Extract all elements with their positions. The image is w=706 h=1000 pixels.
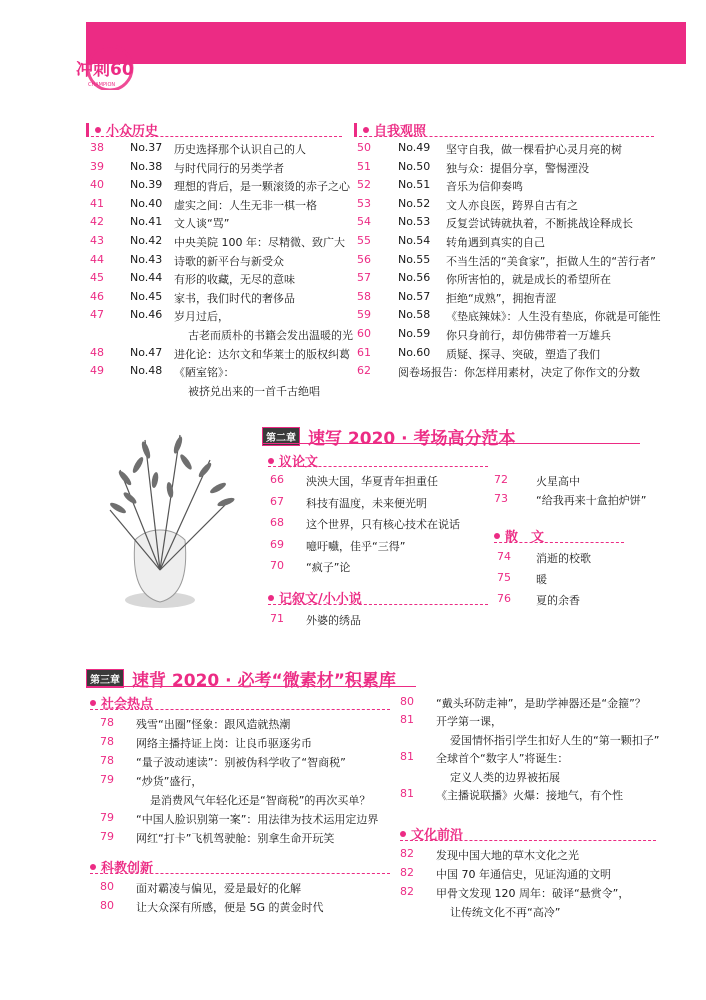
toc-entry-title: “给我再来十盒拍炉饼”: [536, 493, 647, 507]
toc-page-number: 82: [400, 885, 414, 898]
toc-entry-title: 虚实之间：人生无非一棋一格: [174, 198, 317, 212]
toc-page-number: 49: [90, 364, 104, 378]
toc-page-number: 76: [497, 592, 511, 605]
toc-entry-title: 网络主播持证上岗：让良币驱逐劣币: [136, 737, 312, 750]
toc-page-number: 82: [400, 866, 414, 879]
toc-entry-title: 音乐为信仰奏鸣: [446, 180, 523, 194]
toc-item-number: No.50: [398, 159, 431, 173]
toc-entry-title: 甲骨文发现 120 周年：破译“悬赏令”，: [436, 887, 630, 900]
toc-page-number: 59: [357, 308, 371, 322]
toc-entry-title: 家书，我们时代的奢侈品: [174, 291, 295, 305]
chapter-3-heading: [86, 666, 396, 691]
toc-item-number: No.53: [398, 215, 431, 229]
toc-entry-title: 让大众深有所感，便是 5G 的黄金时代: [136, 901, 324, 914]
toc-page-number: 50: [357, 141, 371, 154]
toc-entry-title-cont: 古老而质朴的书籍会发出温暖的光: [188, 329, 353, 342]
toc-entry-title: 这个世界，只有核心技术在说话: [306, 518, 460, 531]
toc-entry-title: 理想的背后，是一颗滚烫的赤子之心: [174, 180, 350, 194]
toc-item-number: No.49: [398, 141, 431, 154]
toc-entry-title: 泱泱大国，华夏青年担重任: [306, 475, 438, 488]
toc-entry-title: 你所害怕的，就是成长的希望所在: [446, 273, 611, 287]
toc-page-number: 79: [100, 773, 114, 786]
toc-page-number: 80: [100, 899, 114, 912]
toc-entry-title: 《陋室铭》：: [174, 366, 235, 380]
toc-entry-title: 诗歌的新平台与新受众: [174, 254, 284, 268]
toc-page-number: 80: [100, 880, 114, 893]
toc-item-number: No.58: [398, 308, 431, 322]
section-title-minority-history: 小众历史: [86, 120, 158, 139]
toc-page-number: 67: [270, 494, 284, 508]
toc-item-number: No.48: [130, 364, 163, 378]
toc-page-number: 46: [90, 289, 104, 303]
chapter-underline: [86, 686, 416, 687]
toc-item-number: No.51: [398, 178, 431, 192]
section-title-culture-frontier: 文化前沿: [400, 824, 463, 843]
toc-item-number: No.57: [398, 289, 431, 303]
toc-page-number: 78: [100, 754, 114, 767]
toc-entry-title: 中国 70 年通信史，见证沟通的文明: [436, 868, 611, 881]
toc-entry-title: 你只身前行，却仿佛带着一万雄兵: [446, 329, 611, 342]
toc-page-number: 80: [400, 695, 414, 708]
toc-item-number: No.59: [398, 327, 431, 340]
toc-entry-title: 反复尝试铸就执着，不断挑战诠释成长: [446, 217, 633, 231]
toc-entry-title: 独与众：提倡分享，警惕湮没: [446, 161, 589, 175]
toc-page-number: 40: [90, 178, 104, 192]
toc-item-number: No.56: [398, 271, 431, 285]
toc-page-number: 78: [100, 716, 114, 729]
toc-page-number: 41: [90, 196, 104, 210]
section-title-tech-innovation: 科教创新: [90, 857, 153, 876]
toc-page-number: 53: [357, 196, 371, 210]
magazine-logo: [70, 30, 150, 90]
section-title-narrative: 记叙文/小小说: [268, 588, 362, 607]
toc-page-number: 70: [270, 559, 284, 572]
toc-entry-title: 网红“打卡”飞机驾驶舱：别拿生命开玩笑: [136, 832, 335, 845]
toc-entry-title: 阅卷场报告：你怎样用素材，决定了你作文的分数: [398, 366, 640, 380]
chapter-badge: 第二章: [262, 427, 300, 446]
toc-entry-title: 文人谈“骂”: [174, 217, 230, 231]
toc-page-number: 58: [357, 289, 371, 303]
toc-page-number: 81: [400, 750, 414, 764]
toc-entry-title: 转角遇到真实的自己: [446, 236, 545, 249]
toc-entry-title-cont: 让传统文化不再“高冷”: [450, 906, 561, 919]
toc-item-number: No.39: [130, 178, 163, 192]
vase-illustration: [90, 420, 250, 620]
toc-item-number: No.37: [130, 141, 163, 154]
toc-item-number: No.44: [130, 271, 163, 285]
toc-item-number: No.46: [130, 308, 163, 322]
toc-entry-title: 进化论：达尔文和华莱士的版权纠葛: [174, 347, 350, 361]
toc-entry-title: 文人亦良医，跨界自古有之: [446, 198, 578, 212]
toc-entry-title: “疯子”论: [306, 561, 351, 574]
toc-page-number: 51: [357, 159, 371, 173]
divider: [268, 466, 488, 467]
toc-page-number: 60: [357, 327, 371, 340]
toc-entry-title: 外婆的绣品: [306, 614, 361, 627]
logo-text: 冲刺60: [76, 60, 134, 80]
toc-page-number: 55: [357, 234, 371, 247]
toc-entry-title: 发现中国大地的草木文化之光: [436, 849, 579, 862]
toc-item-number: No.55: [398, 252, 431, 266]
toc-page-number: 68: [270, 516, 284, 529]
toc-entry-title: 不当生活的“美食家”，拒做人生的“苦行者”: [446, 254, 656, 268]
toc-page-number: 81: [400, 787, 414, 800]
chapter-title: 速背 2020 · 必考“微素材”积累库: [132, 671, 396, 691]
divider: [90, 709, 390, 710]
toc-entry-title: 与时代同行的另类学者: [174, 161, 284, 175]
toc-page-number: 72: [494, 473, 508, 486]
toc-entry-title: 全球首个“数字人”将诞生：: [436, 752, 569, 766]
toc-page-number: 74: [497, 550, 511, 563]
chapter-badge: 第三章: [86, 669, 124, 688]
toc-entry-title: “中国人脸识别第一案”：用法律为技术运用定边界: [136, 813, 379, 826]
toc-page-number: 75: [497, 571, 511, 584]
toc-entry-title: 有形的收藏，无尽的意味: [174, 273, 295, 287]
toc-page-number: 69: [270, 537, 284, 551]
toc-entry-title: 残雪“出圈”怪象：跟风造就热潮: [136, 718, 291, 731]
toc-entry-title: “炒货”盛行，: [136, 775, 203, 788]
divider: [86, 136, 342, 137]
toc-page-number: 73: [494, 491, 508, 505]
toc-entry-title: 开学第一课，: [436, 715, 502, 729]
toc-entry-title: 噫吁嚱，佳乎“三得”: [306, 539, 406, 553]
toc-page-number: 39: [90, 159, 104, 173]
toc-item-number: No.52: [398, 196, 431, 210]
toc-item-number: No.41: [130, 215, 163, 229]
toc-page-number: 82: [400, 847, 414, 860]
toc-entry-title: 暖: [536, 573, 547, 586]
toc-page-number: 54: [357, 215, 371, 229]
toc-page-number: 45: [90, 271, 104, 285]
toc-page-number: 62: [357, 364, 371, 378]
toc-entry-title: 中央美院 100 年：尽精微、致广大: [174, 236, 345, 249]
toc-entry-title: 《主播说联播》火爆：接地气，有个性: [436, 789, 623, 802]
toc-entry-title: “量子波动速读”：别被伪科学收了“智商税”: [136, 756, 346, 769]
chapter-title: 速写 2020 · 考场高分范本: [308, 429, 516, 449]
toc-item-number: No.38: [130, 159, 163, 173]
toc-page-number: 79: [100, 830, 114, 843]
toc-page-number: 78: [100, 735, 114, 748]
toc-item-number: No.40: [130, 196, 163, 210]
toc-entry-title-cont: 被挤兑出来的一首千古绝唱: [188, 384, 320, 398]
toc-item-number: No.45: [130, 289, 163, 303]
toc-page-number: 71: [270, 612, 284, 625]
toc-item-number: No.43: [130, 252, 163, 266]
toc-page-number: 81: [400, 713, 414, 727]
toc-page-number: 44: [90, 252, 104, 266]
toc-entry-title: 《垫底辣妹》：人生没有垫底，你就是可能性: [446, 310, 661, 324]
toc-entry-title-cont: 是消费风气年轻化还是“智商税”的再次买单？: [150, 794, 371, 807]
toc-entry-title: 面对霸凌与偏见，爱是最好的化解: [136, 882, 301, 895]
toc-entry-title: 历史选择那个认识自己的人: [174, 143, 306, 156]
toc-page-number: 61: [357, 345, 371, 359]
section-title-social-hotspots: 社会热点: [90, 693, 153, 712]
divider: [268, 604, 488, 605]
toc-item-number: No.47: [130, 345, 163, 359]
toc-entry-title: “戴头环防走神”，是助学神器还是“金箍”？: [436, 697, 646, 710]
toc-page-number: 57: [357, 271, 371, 285]
divider: [494, 542, 624, 543]
section-title-prose: 散 文: [494, 526, 544, 545]
toc-page-number: 42: [90, 215, 104, 229]
divider: [354, 136, 654, 137]
toc-entry-title: 科技有温度，未来便光明: [306, 496, 427, 510]
toc-entry-title: 质疑、探寻、突破，塑造了我们: [446, 347, 600, 361]
toc-entry-title: 夏的余香: [536, 594, 580, 607]
toc-entry-title-cont: 定义人类的边界被拓展: [450, 770, 560, 784]
section-title-self-reflection: 自我观照: [354, 120, 426, 139]
section-title-argument: 议论文: [268, 451, 318, 470]
toc-page-number: 47: [90, 308, 104, 322]
chapter-2-heading: [262, 424, 516, 449]
toc-page-number: 48: [90, 345, 104, 359]
logo-subtext: CHAMPION: [88, 82, 116, 88]
toc-page-number: 43: [90, 234, 104, 247]
toc-page-number: 38: [90, 141, 104, 154]
toc-page-number: 66: [270, 473, 284, 486]
toc-entry-title: 岁月过后，: [174, 310, 229, 324]
toc-page-number: 79: [100, 811, 114, 824]
divider: [400, 840, 656, 841]
toc-item-number: No.60: [398, 345, 431, 359]
toc-entry-title: 坚守自我，做一棵看护心灵月亮的树: [446, 143, 622, 156]
toc-entry-title: 火星高中: [536, 475, 580, 488]
toc-page-number: 56: [357, 252, 371, 266]
header-banner: [86, 22, 686, 64]
toc-entry-title-cont: 爱国情怀指引学生扣好人生的“第一颗扣子”: [450, 733, 660, 747]
toc-page-number: 52: [357, 178, 371, 192]
chapter-underline: [262, 443, 640, 444]
toc-entry-title: 拒绝“成熟”，拥抱青涩: [446, 291, 557, 305]
toc-item-number: No.54: [398, 234, 431, 247]
divider: [90, 873, 390, 874]
toc-entry-title: 消逝的校歌: [536, 552, 591, 565]
toc-item-number: No.42: [130, 234, 163, 247]
